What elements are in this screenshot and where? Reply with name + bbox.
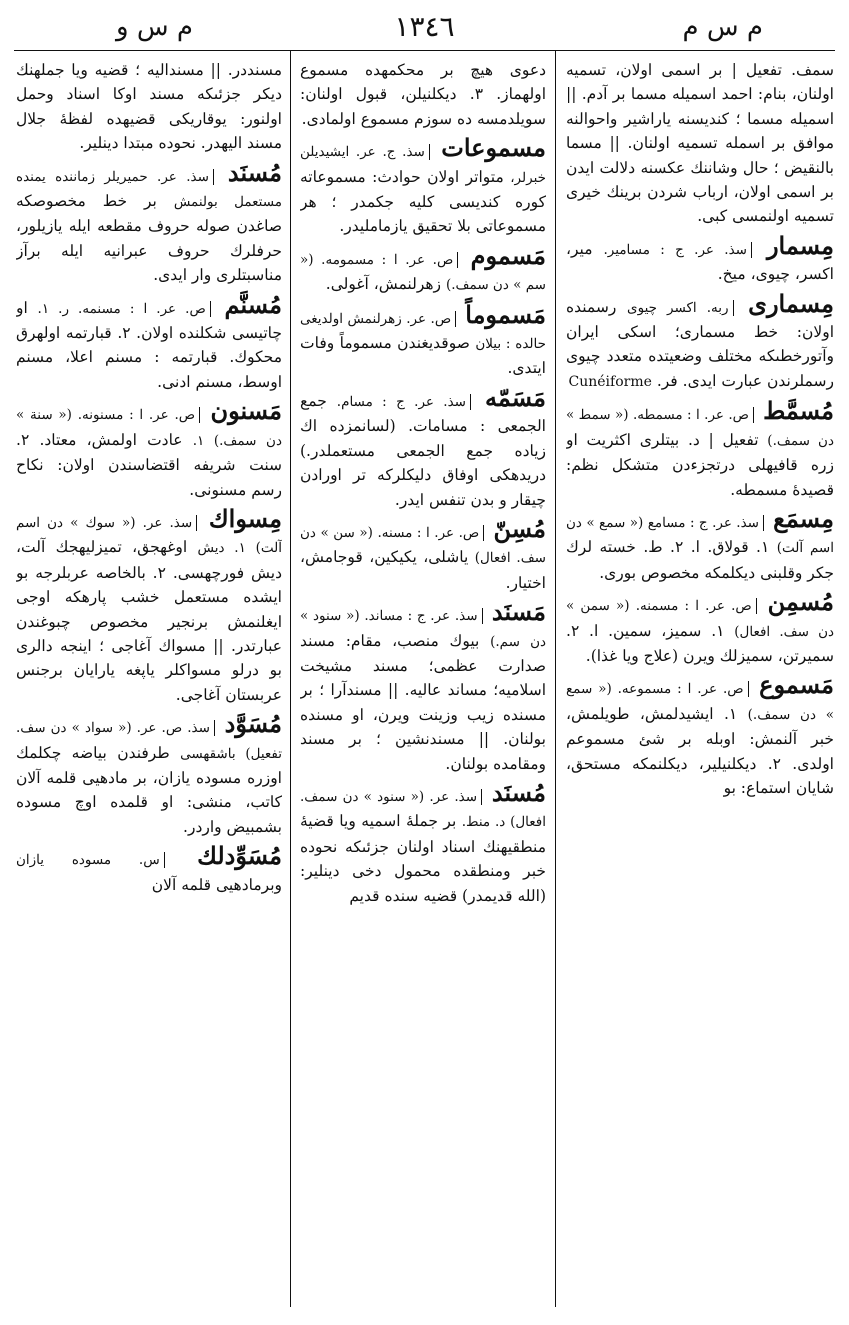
dictionary-entry bbox=[300, 515, 546, 595]
definition-text: بيوك منصب، مقام: مسند صدارت عظمى؛ مسند مشيخت اسلاميه؛ مساند عاليه. || مسندآرا ؛ بر مسنده زيب وزينت ويرن، او مسنده بولنان. || مسندنشين ؛ بر مسند ومقامده بولنان. bbox=[300, 631, 546, 773]
column-divider bbox=[290, 50, 291, 1307]
definition-text: بر جملۀ اسميه ويا قضيۀ منطقيهنك اسناد اولنان جزئىكه نحوده خبر ومنطقده محمول دخى دينلير: (الله قديمدر) قضيه سنده قديم bbox=[300, 812, 546, 905]
grammar-note: سذ. عر. ج : مسامير. bbox=[604, 242, 752, 258]
dictionary-entry bbox=[300, 58, 546, 131]
dictionary-entry bbox=[16, 159, 282, 288]
dictionary-entry bbox=[16, 397, 282, 502]
definition-text: صوقديغندن مسموماً وفات ايتدى. bbox=[300, 334, 546, 378]
header-rule bbox=[14, 50, 835, 51]
grammar-note: سذ. عر. (« سوك » دن اسم آلت) ١. ديش bbox=[16, 514, 282, 557]
grammar-note: ص. عر. زهرلنمش اولديغى حالده : بيلان bbox=[300, 310, 546, 353]
grammar-note: ص. عر. ا : مسمطه. (« سمط » دن سمف.) bbox=[566, 407, 834, 449]
headword: مُسِنّ bbox=[493, 513, 546, 543]
grammar-note: سذ. عر. ج : مسامع (« سمع » دن اسم آلت) bbox=[566, 514, 834, 557]
dictionary-entry bbox=[566, 397, 834, 502]
headword: مُسَوَّد bbox=[224, 709, 282, 739]
definition-text: عادت اولمش، معتاد. ٢. سنت شريفه اقتضاسندن اولان: نكاح رسم مسنونى. bbox=[16, 430, 282, 499]
dictionary-entry bbox=[16, 710, 282, 839]
headword: مِسمارى bbox=[748, 288, 834, 318]
headword: مَسنون bbox=[210, 396, 282, 426]
grammar-note: سذ. عر. ج : مسام. bbox=[337, 394, 471, 410]
definition-text: بر خط مخصوصكه صاغدن صوله حروف مقطعه ايله يازيلور، حرفلرك حروف عبرانيه ايله برآز مناسبتلرى وار ايدى. bbox=[16, 192, 282, 285]
dictionary-entry bbox=[16, 58, 282, 156]
grammar-note: ص. عر. ا : مسمومه. (« سم » دن سمف.) bbox=[300, 251, 546, 294]
dictionary-entry bbox=[566, 58, 834, 229]
grammar-note: ص. عر. ا : مسنمه. ر. ١. bbox=[38, 301, 211, 317]
headword: مَسموع bbox=[759, 670, 834, 700]
grammar-note: ص. عر. ا : مسنه. (« سن » دن سف. افعال) bbox=[300, 524, 546, 567]
dictionary-entry bbox=[300, 242, 546, 298]
dictionary-entry bbox=[300, 301, 546, 381]
column-middle bbox=[300, 58, 546, 1305]
headword: مَسنَد bbox=[491, 597, 546, 627]
headword: مِسمَع bbox=[773, 503, 834, 533]
dictionary-entry bbox=[566, 232, 834, 287]
column-right bbox=[566, 58, 834, 1305]
definition-text: متواتر اولان حوادث: مسموعاته كوره كنديسى كليه جكمدر ؛ هر مسموعاتى بلا تحقيق يازمامليدر. bbox=[300, 167, 546, 236]
definition-text: ١. سميز، سمين. ا. ٢. سميرتن، سميزلك ويرن (علاج ويا غذا). bbox=[566, 621, 834, 665]
grammar-note: ص. عر. ا : مسمنه. (« سمن » دن سف. افعال) bbox=[566, 598, 834, 640]
dictionary-entry bbox=[300, 598, 546, 776]
headword: مُسنَّم bbox=[224, 289, 282, 319]
definition-text: ١. قولاق. ا. ٢. ط. خسته لرك جكر وقلبنى ديكلمكه مخصوص بورى. bbox=[566, 538, 834, 582]
grammar-note: سذ. عر. حميريلر زماننده يمنده مستعمل بولنمش bbox=[16, 168, 282, 211]
grammar-note: سذ. عر. (« سنود » دن سمف. افعال) د. منط. bbox=[300, 788, 546, 831]
headword: مُسنَد bbox=[227, 157, 282, 187]
headword: مسموعات bbox=[441, 133, 546, 163]
dictionary-entry bbox=[566, 671, 834, 800]
column-left bbox=[16, 58, 282, 1305]
headword: مُسمِن bbox=[767, 587, 834, 617]
definition-text: دعوى هيچ بر محكمهده مسموع اولهماز. ٣. ديكلنيلن، قبول اولنان: سويلدمسه ده سوزم مسموع اولمادى. bbox=[300, 61, 546, 128]
definition-text: تفعيل | د. بيتلرى اكثريت او زره قافيهلى درتجزءدن متشكل نظم: قصيدۀ مسمطه. bbox=[566, 430, 834, 499]
headword: مِسمار bbox=[766, 230, 834, 260]
grammar-note: ص. عر. ا : مسموعه. (« سمع » دن سمف.) bbox=[566, 681, 834, 723]
headword: مَسموماً bbox=[465, 299, 546, 329]
headword: مَسَمّه bbox=[485, 382, 546, 412]
dictionary-entry bbox=[16, 842, 282, 897]
definition-text: ياشلى، يكيكين، قوجامش، اختيار. bbox=[300, 548, 546, 592]
column-divider bbox=[555, 50, 556, 1307]
header-left-guide: م س و bbox=[116, 12, 193, 42]
grammar-note: سذ. ج. عر. ايشيديلن خبرلر، bbox=[300, 144, 546, 186]
definition-text: زهرلنمش، آغولى. bbox=[325, 275, 442, 294]
french-term: Cunéiforme bbox=[568, 373, 652, 390]
dictionary-entry bbox=[300, 384, 546, 512]
headword: مُسَوِّدلك bbox=[197, 841, 282, 871]
dictionary-entry bbox=[300, 779, 546, 908]
page-number: ١٣٤٦ bbox=[394, 10, 455, 43]
dictionary-entry bbox=[300, 134, 546, 239]
definition-text: طرفندن بياضه چكلمك اوزره مسوده يازان، بر مادهيى قلمه آلان كاتب، منشى: او قلمده اوچ مسوده بشمبيض واردر. bbox=[16, 743, 282, 836]
page-header bbox=[20, 4, 829, 50]
grammar-note: ص. عر. ا : مسنونه. (« سنة » دن سمف.) ١. bbox=[16, 407, 282, 449]
definition-text: وبرمادهيى قلمه آلان bbox=[151, 875, 282, 894]
dictionary-entry bbox=[16, 291, 282, 395]
grammar-note: سذ. عر. ج : مساند. (« سنود » دن سم.) bbox=[300, 608, 546, 650]
dictionary-entry bbox=[566, 505, 834, 585]
definition-text: اوغهجق، تميزليهجك آلت، ديش فورچهسى. ٢. بالخاصه عربلرجه بو ايشده مستعمل خشب پارهكه اوجى ايغلنمش برنجير مخصوص چبوغندن عبارتدر. || مسواك آغاجى ؛ اينجه دالرى بو درلو مسواكلر ياپغه يارايان برجنس عربستان آغاجى. bbox=[16, 538, 282, 704]
header-right-guide: م س م bbox=[682, 12, 763, 42]
grammar-note: ربه. اكسر چيوى bbox=[627, 300, 733, 316]
grammar-note: سذ. ص. عر. (« سواد » دن سف. تفعيل) باشقهسى bbox=[16, 720, 282, 762]
headword: مَسموم bbox=[470, 240, 546, 270]
headword: مُسمَّط bbox=[763, 396, 834, 426]
grammar-note: س. مسوده يازان bbox=[16, 852, 165, 868]
definition-text: جمع الجمعى : مسامات. (لسانمزده اك زياده جمع الجمعى مستعملدر.) دريدهكى اوفاق دليكلركه تر اورادن چيقار و بدن تنفس ايدر. bbox=[300, 391, 546, 509]
dictionary-entry bbox=[16, 505, 282, 707]
dictionary-entry bbox=[566, 290, 834, 395]
definition-text: او چاتيسى شكلنده اولان. ٢. قبارتمه اولهرق محكوك. قبارتمه : مسنم اعلا، مسنم اوسط، مسنم ادنى. bbox=[16, 298, 282, 391]
headword: مِسواك bbox=[208, 503, 282, 533]
definition-text: ١. ايشيدلمش، طويلمش، خبر آلنمش: اوبله بر شئ مسموعم اولدى. ٢. ديكلنيلير، ديكلنمكه مستحق، شايان استماع: بو bbox=[566, 704, 834, 797]
definition-text: مير، اكسر، چيوى، ميخ. bbox=[566, 239, 834, 284]
definition-text: سمف. تفعيل | بر اسمى اولان، تسميه اولنان، بنام: احمد اسميله مسما بر آدم. || اسميله مسما ؛ كنديسنه ياراشير واحوالنه موافق بر اسمله تسميه اولنان. || مسما بالنقيض ؛ حال وشاننك عكسنه دلالت ايدن بر اسمى اولان، ارباب شردن برينك خيرى تسميه اولنمسى كبى. bbox=[566, 61, 834, 226]
definition-text: مسنددر. || مسنداليه ؛ قضيه ويا جملهنك ديكر جزئىكه مسند اوكا اسناد وحمل اولنور: يوقاريكى قضيهده لفظۀ جلال مسند اليهدر. نحوده مبتدا دينلير. bbox=[16, 61, 282, 153]
definition-text: رسمنده اولان: خط مسمارى؛ اسكى ايران وآتورخطىكه مختلف وضعيتده متعدد چيوى رسملرندن عبارت ايدى. فر. bbox=[566, 297, 834, 390]
headword: مُسنَد bbox=[491, 777, 546, 807]
dictionary-entry bbox=[566, 588, 834, 668]
